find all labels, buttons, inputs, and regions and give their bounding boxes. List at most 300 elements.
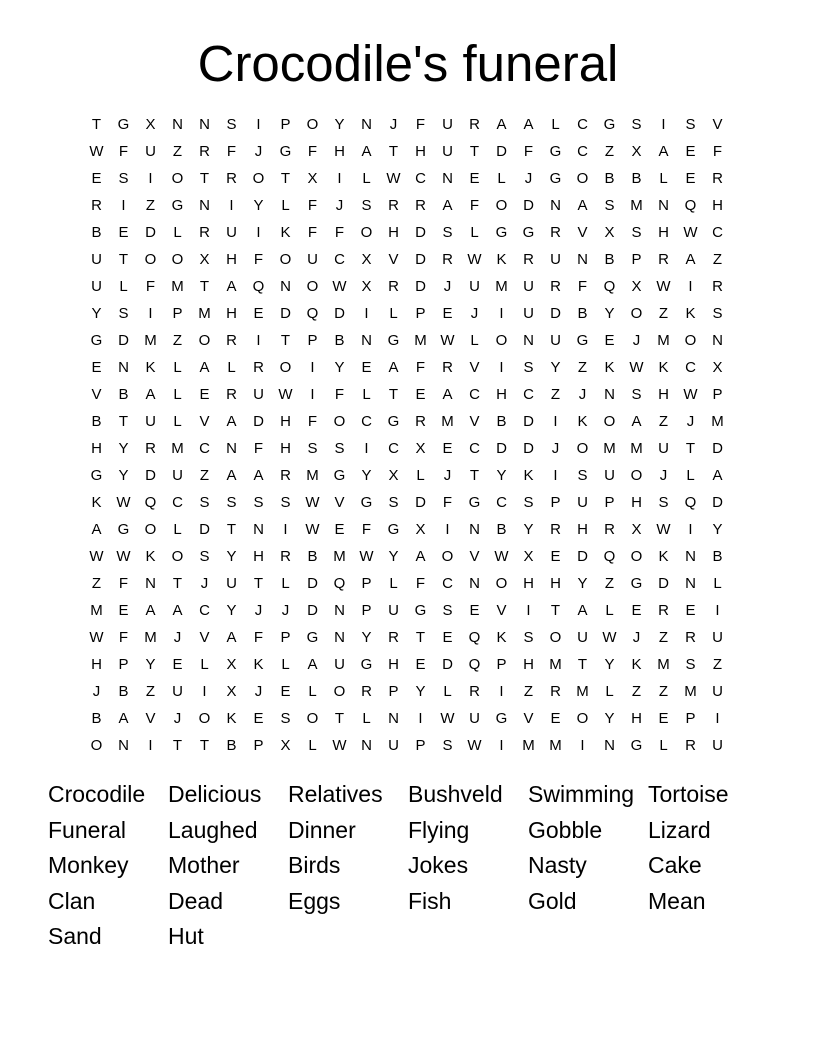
grid-letter: C	[334, 251, 345, 268]
grid-letter: H	[91, 656, 102, 673]
grid-letter: D	[307, 602, 318, 619]
word-list-item: Lizard	[648, 816, 711, 843]
grid-letter: K	[145, 548, 156, 565]
grid-letter: U	[577, 629, 588, 646]
grid-letter: B	[604, 251, 615, 268]
grid-letter: S	[442, 602, 453, 619]
grid-letter: F	[523, 143, 534, 160]
grid-letter: N	[361, 332, 372, 349]
grid-letter: T	[388, 386, 399, 403]
grid-letter: W	[440, 710, 455, 727]
grid-letter: K	[496, 251, 507, 268]
grid-letter: H	[388, 656, 399, 673]
grid-letter: T	[577, 656, 588, 673]
grid-letter: O	[576, 170, 589, 187]
grid-letter: B	[496, 413, 507, 430]
grid-row	[83, 246, 731, 273]
grid-letter: U	[442, 143, 453, 160]
grid-letter: G	[333, 467, 346, 484]
grid-letter: S	[226, 116, 237, 133]
grid-letter: L	[227, 359, 236, 376]
grid-letter: X	[361, 278, 372, 295]
grid-letter: D	[496, 143, 507, 160]
grid-letter: Y	[388, 548, 399, 565]
grid-letter: F	[334, 386, 345, 403]
grid-letter: M	[603, 440, 616, 457]
grid-letter: U	[523, 305, 534, 322]
grid-letter: J	[173, 629, 182, 646]
grid-letter: X	[226, 683, 237, 700]
grid-letter: N	[253, 521, 264, 538]
grid-letter: O	[279, 359, 292, 376]
grid-letter: G	[630, 575, 643, 592]
grid-letter: B	[577, 305, 588, 322]
grid-letter: G	[495, 710, 508, 727]
grid-letter: A	[658, 143, 669, 160]
grid-letter: A	[496, 116, 507, 133]
grid-letter: M	[549, 656, 562, 673]
grid-letter: H	[280, 440, 291, 457]
grid-letter: V	[199, 629, 210, 646]
grid-letter: O	[198, 332, 211, 349]
grid-letter: P	[604, 494, 615, 511]
grid-letter: Y	[118, 440, 129, 457]
grid-letter: T	[280, 170, 291, 187]
grid-letter: S	[199, 494, 210, 511]
word-list-item: Sand	[48, 923, 102, 950]
grid-letter: A	[172, 602, 183, 619]
grid-letter: E	[253, 305, 264, 322]
grid-letter: C	[685, 359, 696, 376]
grid-letter: F	[253, 251, 264, 268]
grid-letter: M	[306, 467, 319, 484]
grid-letter: O	[171, 170, 184, 187]
grid-letter: F	[118, 143, 129, 160]
grid-letter: I	[364, 305, 369, 322]
grid-letter: X	[307, 170, 318, 187]
grid-letter: E	[550, 710, 561, 727]
grid-letter: F	[712, 143, 723, 160]
grid-letter: G	[603, 116, 616, 133]
grid-letter: A	[226, 278, 237, 295]
grid-letter: N	[658, 197, 669, 214]
grid-letter: S	[523, 629, 534, 646]
grid-letter: F	[307, 413, 318, 430]
grid-row	[83, 489, 731, 516]
grid-letter: O	[252, 170, 265, 187]
grid-letter: Y	[550, 359, 561, 376]
grid-letter: U	[712, 629, 723, 646]
grid-letter: H	[631, 494, 642, 511]
grid-letter: Q	[144, 494, 157, 511]
grid-row	[83, 705, 731, 732]
grid-letter: O	[576, 710, 589, 727]
word-list-item: Flying	[408, 816, 470, 843]
grid-letter: S	[523, 494, 534, 511]
grid-letter: A	[523, 116, 534, 133]
grid-letter: I	[499, 359, 504, 376]
grid-letter: L	[416, 467, 425, 484]
grid-letter: R	[442, 359, 453, 376]
grid-letter: L	[713, 575, 722, 592]
grid-letter: F	[253, 440, 264, 457]
grid-letter: G	[549, 170, 562, 187]
grid-letter: R	[712, 278, 723, 295]
grid-letter: E	[253, 710, 264, 727]
grid-letter: H	[658, 224, 669, 241]
grid-letter: O	[495, 575, 508, 592]
grid-letter: O	[333, 683, 346, 700]
grid-letter: I	[661, 116, 666, 133]
grid-letter: R	[388, 197, 399, 214]
grid-letter: Z	[658, 683, 669, 700]
grid-letter: C	[361, 413, 372, 430]
grid-letter: O	[495, 332, 508, 349]
grid-letter: S	[253, 494, 264, 511]
word-list-item: Nasty	[528, 852, 587, 879]
grid-letter: S	[280, 494, 291, 511]
grid-letter: O	[171, 548, 184, 565]
grid-letter: T	[118, 413, 129, 430]
grid-letter: N	[577, 251, 588, 268]
grid-letter: N	[199, 116, 210, 133]
grid-letter: F	[145, 278, 156, 295]
word-list-item: Gold	[528, 887, 577, 914]
grid-letter: V	[469, 548, 480, 565]
grid-letter: S	[307, 440, 318, 457]
grid-letter: U	[307, 251, 318, 268]
grid-letter: X	[280, 737, 291, 754]
word-list-item: Laughed	[168, 816, 258, 843]
grid-letter: N	[604, 386, 615, 403]
grid-letter: U	[226, 224, 237, 241]
word-list-item: Birds	[288, 852, 341, 879]
grid-letter: G	[279, 143, 292, 160]
grid-letter: I	[256, 224, 261, 241]
grid-letter: E	[604, 332, 615, 349]
word-list-item: Gobble	[528, 816, 603, 843]
grid-letter: W	[116, 548, 131, 565]
grid-letter: D	[658, 575, 669, 592]
grid-letter: J	[632, 629, 641, 646]
grid-letter: H	[712, 197, 723, 214]
grid-letter: U	[145, 143, 156, 160]
grid-letter: E	[415, 656, 426, 673]
grid-letter: U	[253, 386, 264, 403]
grid-letter: S	[280, 710, 291, 727]
grid-letter: F	[334, 224, 345, 241]
grid-letter: G	[90, 467, 103, 484]
grid-letter: L	[389, 305, 398, 322]
grid-letter: E	[442, 440, 453, 457]
grid-letter: Z	[604, 143, 615, 160]
grid-letter: M	[522, 737, 535, 754]
grid-letter: Y	[523, 521, 534, 538]
grid-letter: C	[577, 143, 588, 160]
grid-letter: E	[550, 548, 561, 565]
grid-letter: F	[361, 521, 372, 538]
grid-letter: Z	[712, 656, 723, 673]
grid-letter: M	[90, 602, 103, 619]
grid-letter: I	[688, 521, 693, 538]
grid-letter: G	[117, 521, 130, 538]
grid-row	[83, 570, 731, 597]
grid-letter: B	[118, 386, 129, 403]
grid-letter: N	[388, 710, 399, 727]
grid-letter: C	[172, 494, 183, 511]
grid-letter: D	[712, 440, 723, 457]
grid-letter: H	[226, 251, 237, 268]
grid-letter: L	[173, 359, 182, 376]
grid-letter: G	[387, 332, 400, 349]
grid-letter: P	[280, 116, 291, 133]
grid-letter: I	[148, 170, 153, 187]
grid-letter: L	[281, 656, 290, 673]
grid-letter: S	[712, 305, 723, 322]
grid-row	[83, 597, 731, 624]
grid-letter: T	[469, 467, 480, 484]
grid-letter: H	[388, 224, 399, 241]
grid-letter: K	[631, 656, 642, 673]
grid-letter: E	[415, 386, 426, 403]
grid-letter: F	[469, 197, 480, 214]
word-list	[48, 777, 788, 955]
grid-letter: Y	[334, 359, 345, 376]
grid-letter: I	[337, 170, 342, 187]
grid-letter: T	[172, 575, 183, 592]
grid-letter: I	[229, 197, 234, 214]
grid-letter: M	[657, 656, 670, 673]
grid-letter: L	[659, 737, 668, 754]
word-list-item: Mean	[648, 887, 706, 914]
grid-letter: X	[145, 116, 156, 133]
grid-letter: O	[549, 629, 562, 646]
grid-letter: N	[226, 440, 237, 457]
grid-letter: I	[445, 521, 450, 538]
grid-letter: V	[712, 116, 723, 133]
grid-letter: A	[226, 467, 237, 484]
grid-letter: J	[281, 602, 290, 619]
grid-letter: R	[361, 683, 372, 700]
grid-letter: H	[226, 305, 237, 322]
grid-letter: I	[310, 359, 315, 376]
grid-letter: L	[173, 521, 182, 538]
grid-letter: R	[199, 143, 210, 160]
grid-letter: V	[577, 224, 588, 241]
grid-letter: J	[443, 278, 452, 295]
grid-letter: D	[118, 332, 129, 349]
grid-letter: D	[199, 521, 210, 538]
grid-letter: G	[576, 332, 589, 349]
grid-letter: U	[226, 575, 237, 592]
grid-letter: D	[415, 278, 426, 295]
grid-letter: H	[577, 521, 588, 538]
grid-letter: I	[580, 737, 585, 754]
grid-letter: O	[360, 224, 373, 241]
grid-letter: D	[442, 656, 453, 673]
grid-letter: N	[604, 737, 615, 754]
grid-letter: J	[686, 413, 695, 430]
grid-letter: I	[499, 683, 504, 700]
grid-letter: W	[656, 521, 671, 538]
grid-letter: Z	[577, 359, 588, 376]
grid-letter: W	[440, 332, 455, 349]
grid-letter: A	[145, 602, 156, 619]
grid-letter: F	[307, 197, 318, 214]
grid-letter: N	[469, 521, 480, 538]
grid-letter: F	[415, 575, 426, 592]
grid-letter: L	[659, 170, 668, 187]
grid-letter: Y	[604, 710, 615, 727]
grid-row	[83, 273, 731, 300]
grid-row	[83, 732, 731, 759]
grid-letter: J	[389, 116, 398, 133]
grid-letter: G	[387, 521, 400, 538]
grid-letter: W	[278, 386, 293, 403]
grid-letter: C	[442, 575, 453, 592]
grid-letter: V	[145, 710, 156, 727]
grid-letter: Y	[118, 467, 129, 484]
grid-letter: P	[712, 386, 723, 403]
grid-letter: F	[577, 278, 588, 295]
grid-letter: F	[415, 359, 426, 376]
grid-letter: U	[712, 737, 723, 754]
word-list-item: Hut	[168, 923, 204, 950]
grid-letter: O	[144, 521, 157, 538]
grid-letter: S	[199, 548, 210, 565]
grid-letter: S	[631, 116, 642, 133]
grid-letter: L	[470, 332, 479, 349]
grid-letter: T	[334, 710, 345, 727]
grid-letter: M	[657, 332, 670, 349]
grid-letter: B	[334, 332, 345, 349]
grid-letter: X	[604, 224, 615, 241]
grid-letter: U	[469, 710, 480, 727]
grid-letter: X	[631, 278, 642, 295]
grid-letter: R	[658, 251, 669, 268]
grid-letter: F	[118, 629, 129, 646]
grid-letter: L	[308, 683, 317, 700]
grid-letter: A	[712, 467, 723, 484]
grid-letter: M	[576, 683, 589, 700]
grid-letter: L	[497, 170, 506, 187]
grid-letter: B	[631, 170, 642, 187]
grid-letter: E	[442, 305, 453, 322]
grid-letter: O	[279, 251, 292, 268]
grid-letter: D	[523, 197, 534, 214]
grid-row	[83, 219, 731, 246]
grid-row	[83, 111, 731, 138]
grid-letter: R	[415, 413, 426, 430]
grid-letter: S	[361, 197, 372, 214]
grid-row	[83, 462, 731, 489]
grid-letter: B	[496, 521, 507, 538]
word-list-item: Clan	[48, 887, 96, 914]
word-list-item: Delicious	[168, 781, 262, 807]
grid-letter: K	[145, 359, 156, 376]
grid-letter: S	[631, 224, 642, 241]
word-list-item: Crocodile	[48, 781, 146, 807]
grid-letter: E	[685, 170, 696, 187]
grid-letter: W	[89, 629, 104, 646]
grid-letter: L	[605, 602, 614, 619]
grid-letter: P	[496, 656, 507, 673]
grid-letter: I	[715, 602, 720, 619]
grid-letter: E	[685, 143, 696, 160]
grid-letter: U	[442, 116, 453, 133]
grid-letter: L	[389, 575, 398, 592]
grid-row	[83, 165, 731, 192]
grid-letter: R	[469, 683, 480, 700]
grid-letter: J	[470, 305, 479, 322]
grid-letter: E	[280, 683, 291, 700]
grid-letter: K	[253, 656, 264, 673]
grid-letter: I	[148, 737, 153, 754]
grid-letter: V	[91, 386, 102, 403]
grid-letter: Z	[91, 575, 102, 592]
grid-letter: R	[253, 359, 264, 376]
grid-letter: Y	[712, 521, 723, 538]
grid-letter: C	[199, 440, 210, 457]
grid-letter: D	[307, 575, 318, 592]
grid-letter: H	[523, 575, 534, 592]
grid-letter: E	[118, 224, 129, 241]
grid-letter: O	[684, 332, 697, 349]
grid-letter: T	[118, 251, 129, 268]
grid-letter: I	[310, 386, 315, 403]
grid-letter: W	[386, 170, 401, 187]
grid-letter: W	[656, 278, 671, 295]
grid-letter: X	[361, 251, 372, 268]
grid-letter: R	[388, 629, 399, 646]
grid-letter: W	[305, 521, 320, 538]
grid-letter: R	[523, 251, 534, 268]
grid-letter: X	[523, 548, 534, 565]
grid-letter: A	[199, 359, 210, 376]
grid-letter: W	[683, 386, 698, 403]
grid-letter: D	[253, 413, 264, 430]
grid-letter: Q	[468, 629, 481, 646]
grid-letter: J	[335, 197, 344, 214]
grid-row	[83, 327, 731, 354]
grid-letter: H	[631, 710, 642, 727]
grid-letter: N	[199, 197, 210, 214]
grid-letter: J	[200, 575, 209, 592]
grid-letter: P	[172, 305, 183, 322]
grid-letter: C	[712, 224, 723, 241]
grid-letter: Y	[496, 467, 507, 484]
grid-letter: L	[362, 170, 371, 187]
grid-letter: H	[523, 656, 534, 673]
grid-letter: R	[658, 602, 669, 619]
grid-letter: D	[523, 440, 534, 457]
grid-letter: N	[550, 197, 561, 214]
grid-letter: G	[360, 494, 373, 511]
grid-letter: I	[526, 602, 531, 619]
grid-letter: Y	[604, 305, 615, 322]
grid-letter: I	[256, 332, 261, 349]
grid-letter: C	[577, 116, 588, 133]
grid-letter: I	[715, 710, 720, 727]
grid-letter: Z	[712, 251, 723, 268]
grid-letter: O	[441, 548, 454, 565]
grid-row	[83, 381, 731, 408]
grid-letter: I	[553, 413, 558, 430]
grid-letter: Y	[253, 197, 264, 214]
grid-letter: R	[685, 629, 696, 646]
grid-letter: N	[118, 737, 129, 754]
grid-letter: W	[494, 548, 509, 565]
